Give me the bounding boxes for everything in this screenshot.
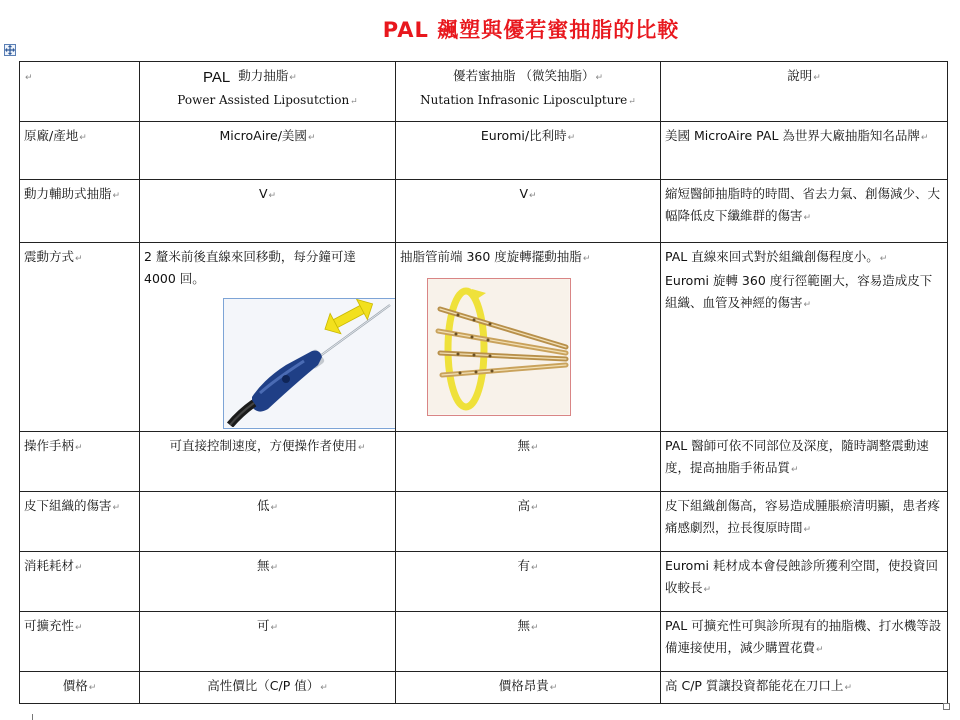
row-label: 消耗耗材↵ [20, 552, 140, 612]
table-row [20, 492, 948, 552]
table-row [20, 552, 948, 612]
table-row [20, 612, 948, 672]
note-value: PAL 可擴充性可與診所現有的抽脂機、打水機等設備連接使用，減少購置花費↵ [661, 612, 948, 672]
table-resize-handle[interactable] [943, 703, 950, 710]
pal-value: 高性價比（C/P 值）↵ [140, 672, 396, 704]
pal-value: MicroAire/美國↵ [140, 122, 396, 180]
header-note-label: 說明 [787, 68, 813, 83]
note-value: 皮下組織創傷高，容易造成腫脹瘀清明顯，患者疼痛感劇烈，拉長復原時間↵ [661, 492, 948, 552]
row-label: 可擴充性↵ [20, 612, 140, 672]
table-row [20, 180, 948, 243]
note-value: PAL 直線來回式對於組織創傷程度小。↵ Euromi 旋轉 360 度行徑範圍大，容易造成皮下組織、血管及神經的傷害↵ [661, 243, 948, 432]
header-euromi-cell: 優若蜜抽脂 （微笑抽脂）↵ Nutation Infrasonic Liposculpture↵ [396, 62, 661, 122]
table-header-row [20, 62, 948, 122]
euromi-value: 價格昂貴↵ [396, 672, 661, 704]
header-empty-cell: ↵ [20, 62, 140, 122]
text-cursor-mark [32, 714, 33, 720]
header-euromi-sub: Nutation Infrasonic Liposculpture [420, 93, 628, 107]
row-label: 操作手柄↵ [20, 432, 140, 492]
header-euromi-main: 優若蜜抽脂 （微笑抽脂） [452, 68, 595, 83]
pal-value: 無↵ [140, 552, 396, 612]
row-label: 動力輔助式抽脂↵ [20, 180, 140, 243]
row-label: 原廠/產地↵ [20, 122, 140, 180]
row-label: 皮下組織的傷害↵ [20, 492, 140, 552]
pal-value: 可↵ [140, 612, 396, 672]
pal-value: V↵ [140, 180, 396, 243]
row-label: 震動方式↵ [20, 243, 140, 432]
table-move-handle-icon[interactable] [4, 44, 16, 56]
note-value: 高 C/P 質讓投資都能花在刀口上↵ [661, 672, 948, 704]
euromi-value: 無↵ [396, 432, 661, 492]
euromi-value: V↵ [396, 180, 661, 243]
euromi-value: 高↵ [396, 492, 661, 552]
euromi-value: Euromi/比利時↵ [396, 122, 661, 180]
pal-value: 2 釐米前後直線來回移動，每分鐘可達 4000 回。 [140, 243, 396, 432]
page-title: PAL 飆塑與優若蜜抽脂的比較 [382, 18, 680, 42]
pal-handpiece-image [223, 298, 396, 429]
row-label: 價格↵ [20, 672, 140, 704]
euromi-value: 無↵ [396, 612, 661, 672]
header-note-cell: 說明↵ [661, 62, 948, 122]
header-pal-main: 動力抽脂 [238, 68, 289, 83]
note-value: 縮短醫師抽脂時的時間、省去力氣、創傷減少、大幅降低皮下纖維群的傷害↵ [661, 180, 948, 243]
pal-value: 低↵ [140, 492, 396, 552]
comparison-table [19, 61, 948, 704]
euromi-cannula-image [427, 278, 571, 416]
table-row [20, 672, 948, 704]
pal-text-box: PAL [203, 69, 231, 86]
note-value: PAL 醫師可依不同部位及深度，隨時調整震動速度，提高抽脂手術品質↵ [661, 432, 948, 492]
pal-value: 可直接控制速度，方便操作者使用↵ [140, 432, 396, 492]
header-pal-cell: 動力抽脂↵ Power Assisted Liposutction↵ [140, 62, 396, 122]
table-row [20, 243, 948, 432]
note-value: Euromi 耗材成本會侵蝕診所獲利空間，使投資回收較長↵ [661, 552, 948, 612]
euromi-value: 抽脂管前端 360 度旋轉擺動抽脂↵ [396, 243, 661, 432]
euromi-value: 有↵ [396, 552, 661, 612]
table-row [20, 432, 948, 492]
note-value: 美國 MicroAire PAL 為世界大廠抽脂知名品牌↵ [661, 122, 948, 180]
table-row [20, 122, 948, 180]
header-pal-sub: Power Assisted Liposutction [177, 93, 350, 107]
